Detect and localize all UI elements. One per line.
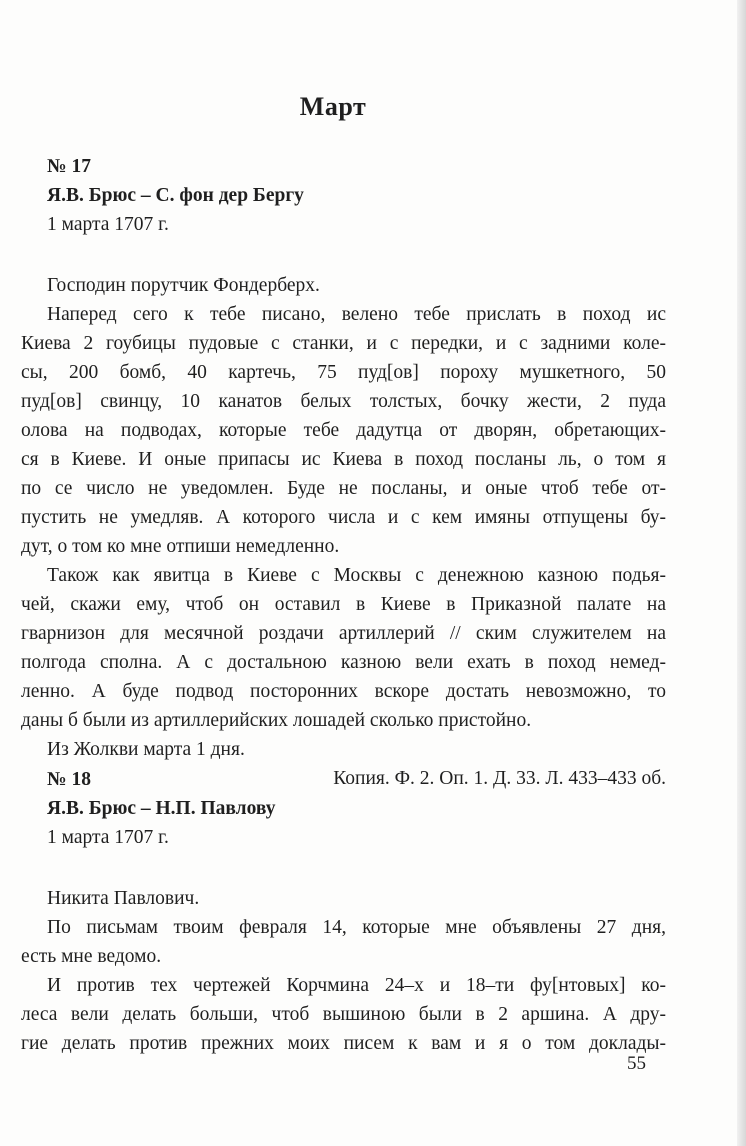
salutation: Никита Павлович.: [47, 888, 200, 909]
text-line: сы, 200 бомб, 40 картечь, 75 пуд[ов] пороху мушкетного, 50: [21, 362, 666, 383]
text-line: чей, скажи ему, чтоб он оставил в Киеве в Приказной палате на: [21, 594, 666, 615]
paragraph: [21, 913, 666, 971]
document-number: № 18: [47, 769, 91, 790]
text-line: И против тех чертежей Корчмина 24–х и 18–ти фу[нтовых] ко-: [47, 975, 666, 996]
page-edge-shadow: [737, 0, 746, 1146]
text-line: полгода сполна. А с достальною казною вели ехать в поход немед-: [21, 652, 666, 673]
text-line: гварнизон для месячной роздачи артиллерий // ским служителем на: [21, 623, 666, 644]
text-line: Киева 2 гоубицы пудовые с станки, и с передки, и с задними коле-: [21, 333, 666, 354]
text-line: Наперед сего к тебе писано, велено тебе прислать в поход ис: [47, 304, 666, 325]
text-line: по се число не уведомлен. Буде не посланы, и оные чтоб тебе от-: [21, 478, 666, 499]
text-line: гие делать против прежних моих писем к вам и я о том доклады-: [21, 1033, 666, 1054]
text-line: даны б были из артиллерийских лошадей сколько пристойно.: [21, 710, 532, 731]
text-line: пустить не умедляв. А которого числа и с кем имяны отпущены бу-: [21, 507, 666, 528]
text-line: ся в Киеве. И оные припасы ис Киева в поход посланы ль, о том я: [21, 449, 666, 470]
archive-reference: Копия. Ф. 2. Оп. 1. Д. 33. Л. 433–433 об.: [333, 768, 666, 789]
text-line: дут, о том ко мне отпиши немедленно.: [21, 536, 340, 557]
text-line: По письмам твоим февраля 14, которые мне объявлены 27 дня,: [47, 917, 666, 938]
text-line: леса вели делать больши, чтоб вышиною были в 2 аршина. А дру-: [21, 1004, 666, 1025]
document-17: [21, 152, 666, 793]
document-date: 1 марта 1707 г.: [47, 214, 169, 235]
salutation: Господин порутчик Фондерберх.: [47, 275, 320, 296]
text-line: ленно. А буде подвод посторонних вскоре достать невозможно, то: [21, 681, 666, 702]
document-title: Я.В. Брюс – С. фон дер Бергу: [47, 185, 304, 206]
paragraph: [21, 300, 666, 561]
document-number: № 17: [47, 156, 91, 177]
document-title: Я.В. Брюс – Н.П. Павлову: [47, 798, 276, 819]
text-line: Також как явитца в Киеве с Москвы с денежною казною подья-: [47, 565, 666, 586]
text-line: олова на подводах, которые тебе дадутца от дворян, обретающих-: [21, 420, 666, 441]
paragraph: [21, 561, 666, 735]
text-line: есть мне ведомо.: [21, 946, 162, 967]
paragraph: [21, 971, 666, 1058]
text-line: пуд[ов] свинцу, 10 канатов белых толстых, бочку жести, 2 пуда: [21, 391, 666, 412]
document-date: 1 марта 1707 г.: [47, 827, 169, 848]
signoff: Из Жолкви марта 1 дня.: [47, 739, 245, 760]
section-heading: Март: [299, 92, 367, 121]
document-18: [21, 765, 666, 1058]
page-number: 55: [627, 1053, 646, 1074]
